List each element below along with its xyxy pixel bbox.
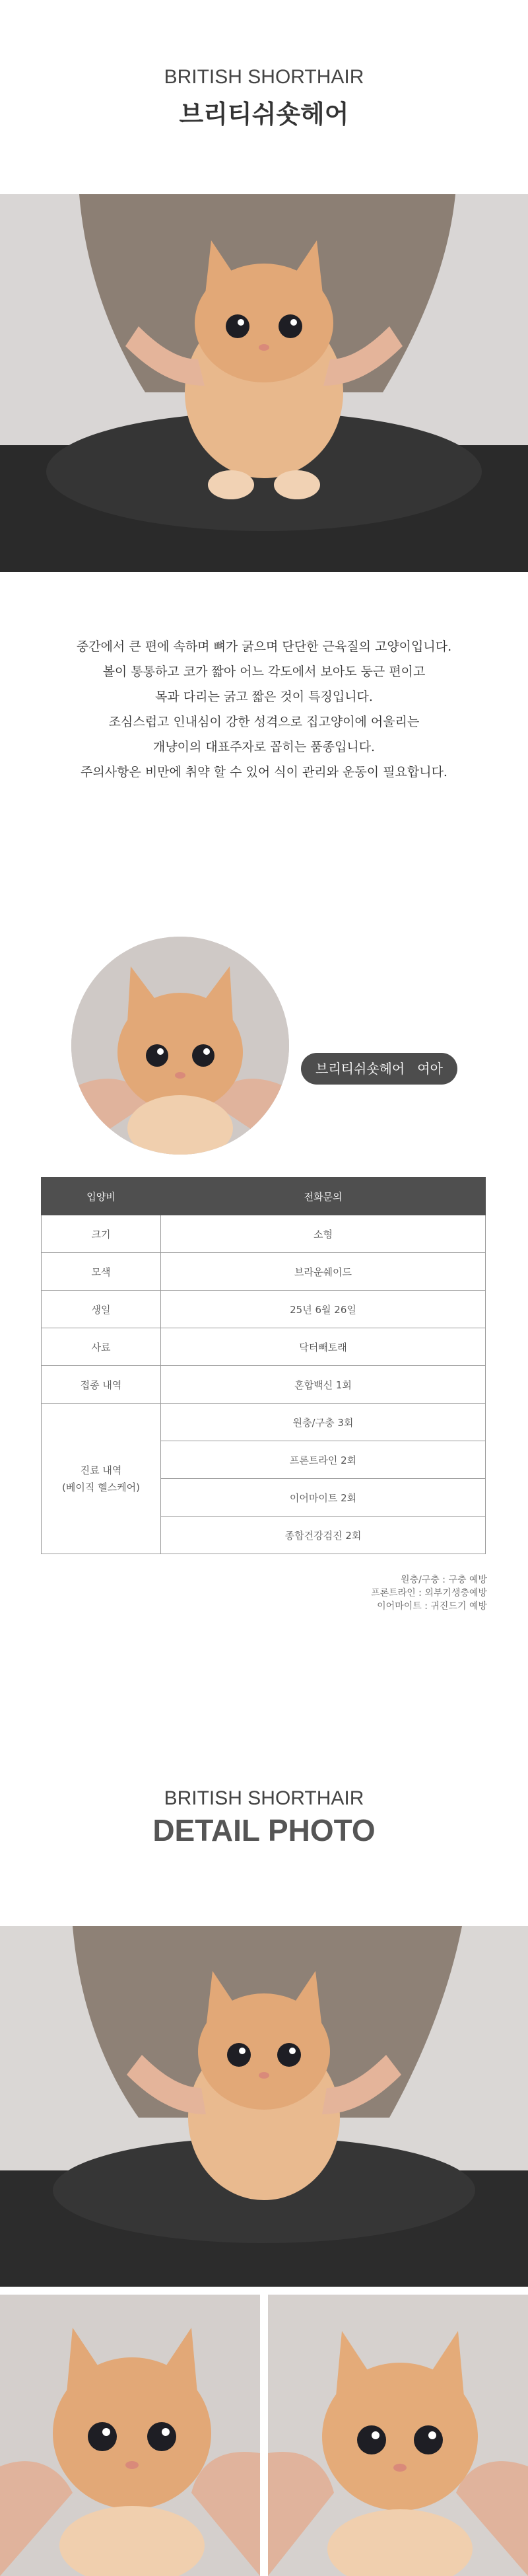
note-line: 이어마이트 : 귀진드기 예방 xyxy=(377,1601,487,1612)
hero-kitten-photo xyxy=(0,194,528,572)
detail-photo-right xyxy=(268,2295,528,2576)
header-eyebrow: BRITISH SHORTHAIR xyxy=(164,66,364,88)
row-value: 브라운쉐이드 xyxy=(161,1253,486,1291)
row-value: 혼합백신 1회 xyxy=(161,1366,486,1404)
page-title: 브리티쉬숏헤어 xyxy=(179,100,349,129)
table-row xyxy=(42,1291,486,1328)
info-table xyxy=(41,1177,486,1554)
detail-eyebrow: BRITISH SHORTHAIR xyxy=(164,1787,364,1809)
table-row xyxy=(42,1366,486,1404)
detail-photo-large xyxy=(0,1926,528,2287)
row-label: 생일 xyxy=(42,1291,161,1328)
row-value: 닥터빼토래 xyxy=(161,1328,486,1366)
row-value: 소형 xyxy=(161,1215,486,1253)
table-row xyxy=(42,1215,486,1253)
row-value: 25년 6월 26일 xyxy=(161,1291,486,1328)
note-line: 원충/구충 : 구충 예방 xyxy=(401,1575,487,1585)
table-row xyxy=(42,1328,486,1366)
detail-title: DETAIL PHOTO xyxy=(152,1813,376,1847)
table-header-row xyxy=(42,1178,486,1215)
treatment-item: 이어마이트 2회 xyxy=(161,1479,486,1517)
detail-photo-left xyxy=(0,2295,260,2576)
treatment-item: 종합건강검진 2회 xyxy=(161,1517,486,1554)
table-row xyxy=(42,1253,486,1291)
description-line: 조심스럽고 인내심이 강한 성격으로 집고양이에 어울리는 xyxy=(108,715,420,729)
breed-description xyxy=(0,634,528,785)
description-line: 볼이 통통하고 코가 짧아 어느 각도에서 보아도 둥근 편이고 xyxy=(102,664,426,679)
treatment-label xyxy=(42,1404,161,1554)
price-label: 입양비 xyxy=(42,1178,161,1215)
description-line: 목과 다리는 굵고 짧은 것이 특징입니다. xyxy=(155,690,373,704)
treatment-item: 원충/구충 3회 xyxy=(161,1404,486,1441)
profile-kitten-photo xyxy=(71,937,289,1155)
table-row xyxy=(42,1404,486,1441)
treatment-label-line: (베이직 헬스케어) xyxy=(62,1481,140,1493)
treatment-item: 프론트라인 2회 xyxy=(161,1441,486,1479)
description-line: 중간에서 큰 편에 속하며 뼈가 굵으며 단단한 근육질의 고양이입니다. xyxy=(76,639,452,654)
price-value: 전화문의 xyxy=(161,1178,486,1215)
description-line: 주의사항은 비만에 취약 할 수 있어 식이 관리와 운동이 필요합니다. xyxy=(81,765,447,779)
row-label: 모색 xyxy=(42,1253,161,1291)
row-label: 접종 내역 xyxy=(42,1366,161,1404)
kitten-name-tag: 브리티쉬숏헤어 여아 xyxy=(301,1053,457,1085)
description-line: 개냥이의 대표주자로 꼽히는 품종입니다. xyxy=(152,740,376,754)
row-label: 크기 xyxy=(42,1215,161,1253)
treatment-notes xyxy=(264,1573,487,1613)
note-line: 프론트라인 : 외부기생충예방 xyxy=(371,1588,487,1598)
treatment-label-line: 진료 내역 xyxy=(80,1464,122,1476)
row-label: 사료 xyxy=(42,1328,161,1366)
